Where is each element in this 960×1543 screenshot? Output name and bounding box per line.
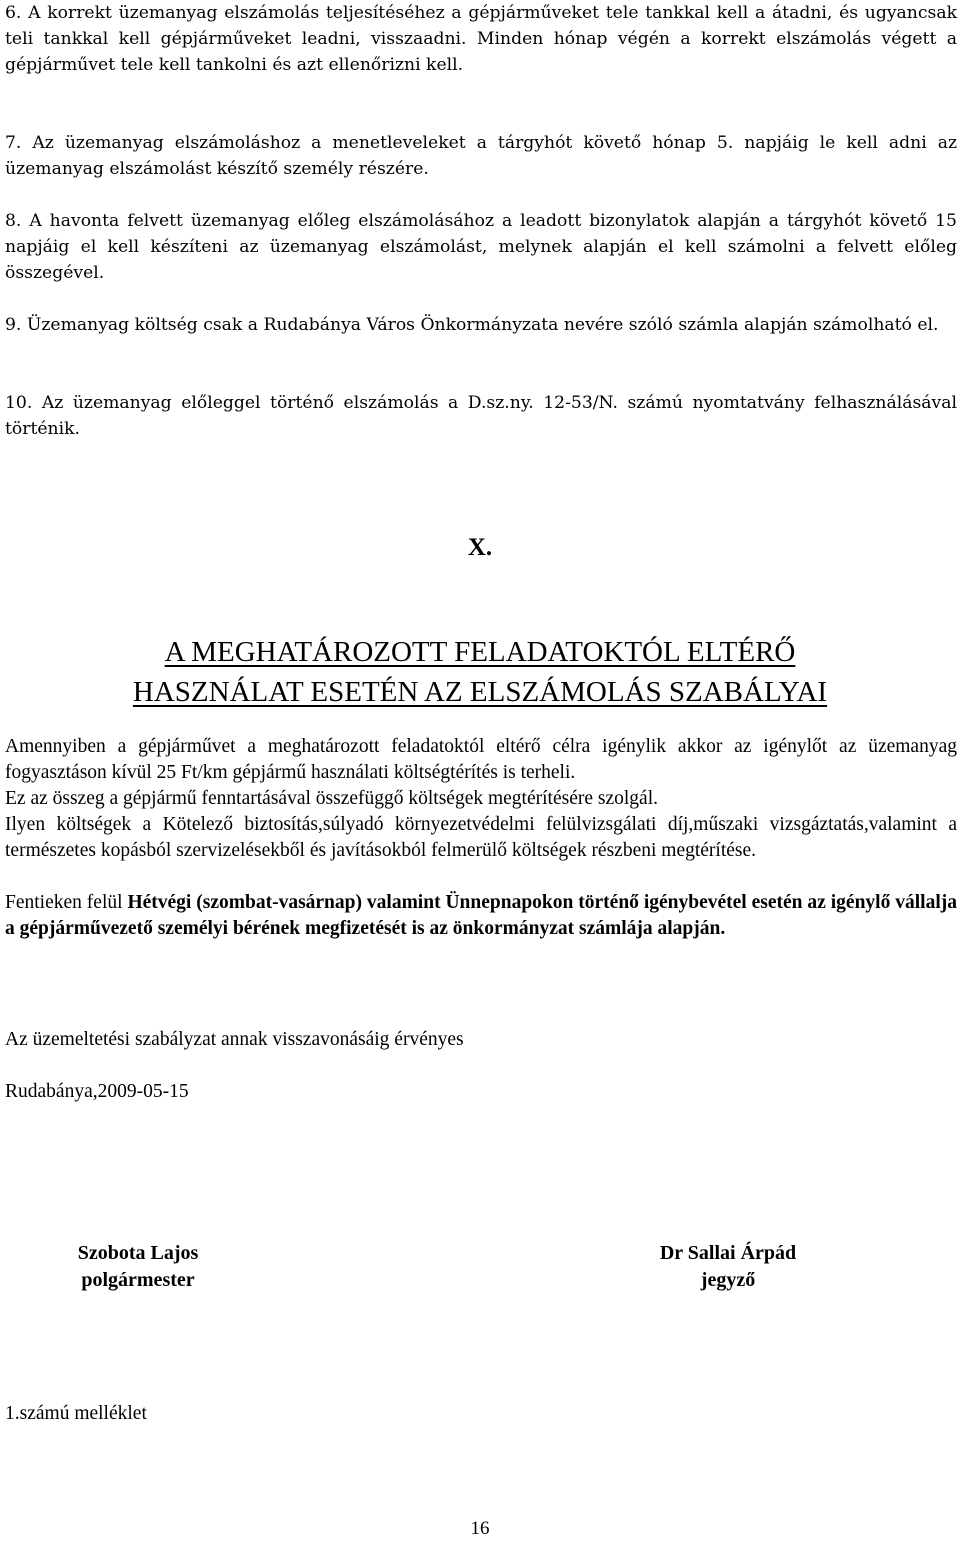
body-paragraph-4-prefix: Fentieken felül <box>5 892 128 913</box>
section-title-line-2: HASZNÁLAT ESETÉN AZ ELSZÁMOLÁS SZABÁLYAI <box>132 676 828 708</box>
signature-left-title: polgármester <box>81 1269 195 1291</box>
signature-right-name: Dr Sallai Árpád <box>659 1242 797 1264</box>
signature-left <box>38 1240 238 1294</box>
section-title <box>0 632 960 712</box>
signature-right-title: jegyző <box>700 1269 756 1291</box>
item-6: 6. A korrekt üzemanyag elszámolás teljesítéséhez a gépjárműveket tele tankkal kell a átadni, és ugyancsak teli tankkal kell gépjárműveket leadni, visszaadni. Minden hónap végén a korrekt elszámolás végett a gépjárművet tele kell tankolni és azt ellenőrizni kell. <box>5 3 957 75</box>
body-paragraph-1: Amennyiben a gépjárművet a meghatározott feladatoktól eltérő célra igénylik akkor az igénylőt az üzemanyag fogyasztáson kívül 25 Ft/km gépjármű használati költségtérítés is terheli. <box>5 736 957 783</box>
item-7: 7. Az üzemanyag elszámoláshoz a menetleveleket a tárgyhót követő hónap 5. napjáig le kell adni az üzemanyag elszámolást készítő személy részére. <box>5 133 957 179</box>
section-title-line-1: A MEGHATÁROZOTT FELADATOKTÓL ELTÉRŐ <box>164 636 796 668</box>
section-number: X. <box>467 534 493 561</box>
body-paragraph-3: Ilyen költségek a Kötelező biztosítás,súlyadó környezetvédelmi felülvizsgálati díj,műszaki vizsgáztatás,valamint a természetes kopásból szervizelésekből és javításokból felmerülő költségek részbeni megtérítése. <box>5 814 957 861</box>
validity-statement: Az üzemeltetési szabályzat annak visszavonásáig érvényes <box>5 1029 464 1050</box>
signature-right <box>612 1240 844 1294</box>
page-number: 16 <box>470 1518 490 1539</box>
annex-label: 1.számú melléklet <box>5 1403 147 1424</box>
body-paragraph-4-bold: Hétvégi (szombat-vasárnap) valamint Ünnepnapokon történő igénybevétel esetén az igénylő vállalja a gépjárművezető személyi bérének megfizetését is az önkormányzat számlája alapján. <box>5 892 957 939</box>
place-and-date: Rudabánya,2009-05-15 <box>5 1081 189 1102</box>
body-paragraph-4 <box>5 890 957 942</box>
item-9: 9. Üzemanyag költség csak a Rudabánya Város Önkormányzata nevére szóló számla alapján számolható el. <box>5 315 939 335</box>
item-10: 10. Az üzemanyag előleggel történő elszámolás a D.sz.ny. 12-53/N. számú nyomtatvány felhasználásával történik. <box>5 393 957 439</box>
item-8: 8. A havonta felvett üzemanyag előleg elszámolásához a leadott bizonylatok alapján a tárgyhót követő 15 napjáig el kell készíteni az üzemanyag elszámolást, melynek alapján el kell számolni a felvett előleg összegével. <box>5 211 957 283</box>
signature-left-name: Szobota Lajos <box>77 1242 199 1264</box>
body-paragraph-2: Ez az összeg a gépjármű fenntartásával összefüggő költségek megtérítésére szolgál. <box>5 788 658 809</box>
